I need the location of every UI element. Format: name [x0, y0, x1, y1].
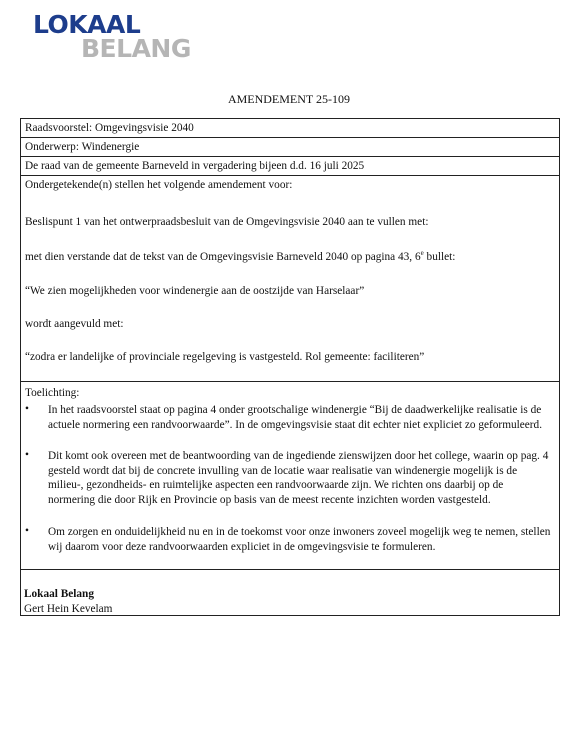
raadsvoorstel-row: Raadsvoorstel: Omgevingsvisie 2040	[21, 119, 559, 138]
quote-addition: “zodra er landelijke of provinciale regelgeving is vastgesteld. Rol gemeente: faciliteren”	[25, 351, 425, 363]
beslispunt-text: Beslispunt 1 van het ontwerpraadsbesluit van de Omgevingsvisie 2040 aan te vullen met:	[25, 216, 429, 228]
vergadering-row: De raad van de gemeente Barneveld in vergadering bijeen d.d. 16 juli 2025	[21, 157, 559, 176]
bullet-icon: •	[25, 403, 29, 415]
amendement-section	[21, 176, 559, 382]
aangevuld-text: wordt aangevuld met:	[25, 318, 124, 330]
toelichting-heading: Toelichting:	[25, 387, 80, 399]
logo-line2: BELANG	[81, 34, 191, 63]
amendment-table	[20, 118, 560, 616]
bullet-icon: •	[25, 449, 29, 461]
logo-line1: LOKAAL	[33, 10, 141, 39]
signature-name: Gert Hein Kevelam	[24, 603, 113, 615]
onderwerp-row: Onderwerp: Windenergie	[21, 138, 559, 157]
quote-original: “We zien mogelijkheden voor windenergie aan de oostzijde van Harselaar”	[25, 285, 365, 297]
verstande-text: met dien verstande dat de tekst van de Omgevingsvisie Barneveld 2040 op pagina 43, 6e bullet:	[25, 249, 456, 263]
document-title: AMENDEMENT 25-109	[227, 92, 351, 106]
divider	[21, 569, 559, 570]
toelichting-section: Toelichting: • In het raadsvoorstel staat op pagina 4 onder grootschalige windenergie “Bij de daadwerkelijke realisatie is de actuele normering een randvoorwaarde”. In de omgevingsvisie staat dit echter niet expliciet zo geformuleerd. • Dit komt ook overeen met de beantwoording van de ingediende zienswijzen door het college, waarin op pag. 4 gesteld wordt dat bij de concrete invulling van de locatie waar realisatie van windenergie mogelijk is de milieu-, gezondheids- en ruimtelijke aspecten een randvoorwaarde zijn. We richten ons daarbij op de normering die door Rijk en Provincie op basis van de meest recente inzichten worden vastgesteld. • Om zorgen en onduidelijkheid nu en in de toekomst voor onze inwoners zoveel mogelijk weg te nemen, stellen wij daarom voor deze randvoorwaarden expliciet in de omgevingsvisie te formuleren.	[25, 387, 551, 553]
bullet-icon: •	[25, 525, 29, 537]
intro-text: Ondergetekende(n) stellen het volgende amendement voor:	[25, 179, 293, 191]
signature-party: Lokaal Belang	[24, 588, 94, 600]
logo	[33, 12, 193, 62]
